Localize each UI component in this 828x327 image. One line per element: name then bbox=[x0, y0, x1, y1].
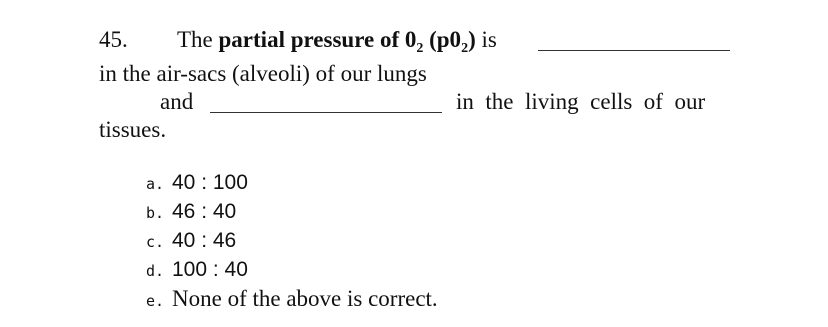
option-text: None of the above is correct. bbox=[172, 286, 438, 311]
option-text: 40 : 46 bbox=[172, 229, 237, 252]
option-text: 46 : 40 bbox=[172, 200, 237, 223]
question-line-2: in the air-sacs (alveoli) of our lungs bbox=[99, 61, 427, 86]
option-e[interactable] bbox=[146, 286, 438, 314]
option-c[interactable] bbox=[146, 229, 236, 257]
question-emphasis: partial pressure of $0_2$ $(p0_2)$ bbox=[218, 27, 476, 56]
option-letter: c. bbox=[146, 233, 165, 251]
question-line-1 bbox=[177, 26, 497, 63]
question-line-1-prefix: The bbox=[177, 27, 213, 52]
answer-blank-2 bbox=[210, 112, 442, 113]
question-number: 45. bbox=[99, 27, 128, 52]
option-letter: a. bbox=[146, 175, 165, 193]
question-line-1-suffix: is bbox=[481, 27, 497, 52]
option-b[interactable] bbox=[146, 200, 236, 228]
option-letter: d. bbox=[146, 262, 165, 280]
option-text: 40 : 100 bbox=[172, 171, 248, 194]
question-line-3-tail: in the living cells of our bbox=[456, 89, 706, 114]
option-a[interactable] bbox=[146, 171, 248, 199]
option-letter: b. bbox=[146, 204, 165, 222]
answer-blank-1 bbox=[538, 50, 730, 51]
option-d[interactable] bbox=[146, 258, 248, 286]
question-and: and bbox=[160, 89, 194, 114]
option-text: 100 : 40 bbox=[172, 258, 248, 281]
question-line-4: tissues. bbox=[99, 117, 167, 142]
option-letter: e. bbox=[146, 292, 165, 310]
